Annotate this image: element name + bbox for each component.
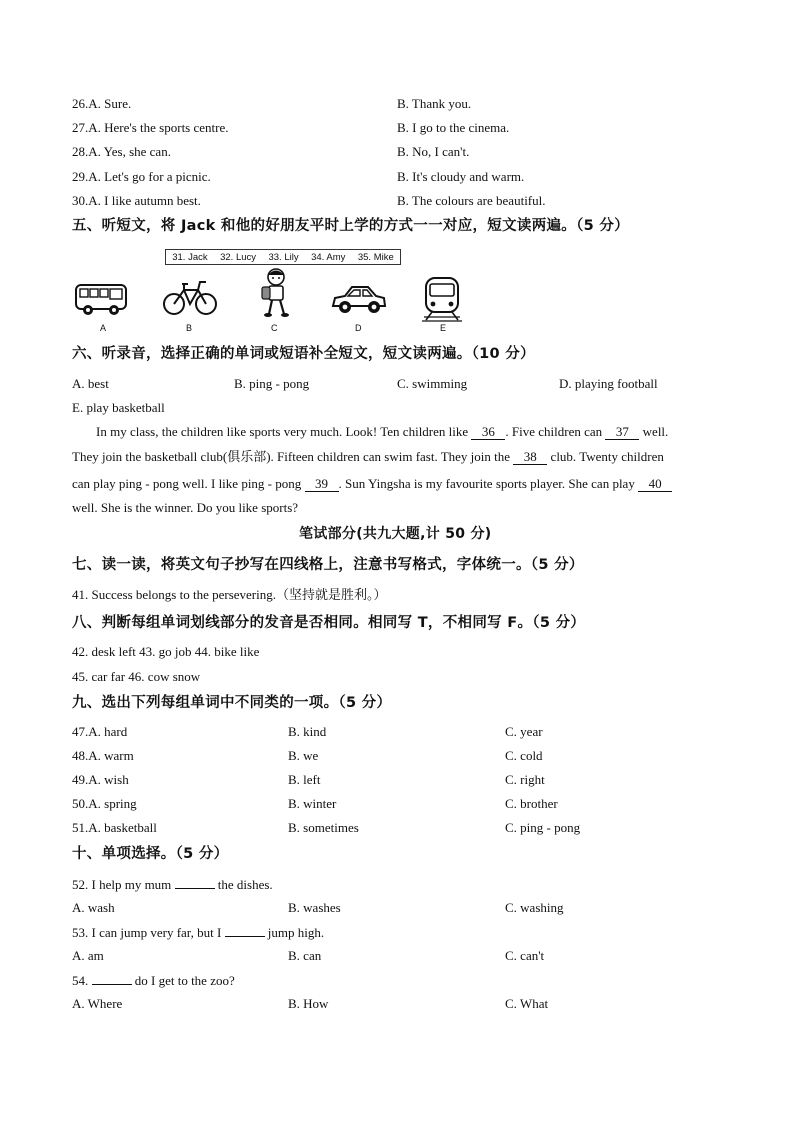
q45-46-words: 45. car far 46. cow snow: [72, 669, 201, 684]
option-b: B. ping - pong: [234, 376, 310, 391]
q26-option-a: 26.A. Sure.: [72, 96, 132, 111]
q53-stem: 53. I can jump very far, but I jump high.: [72, 925, 325, 940]
q48-c: C. cold: [505, 748, 543, 763]
car-icon: [330, 282, 388, 318]
q49-c: C. right: [505, 772, 545, 787]
q48-b: B. we: [288, 748, 319, 763]
bus-icon: [74, 282, 130, 318]
q47-a: 47.A. hard: [72, 724, 128, 739]
q52-c: C. washing: [505, 900, 564, 915]
section8-heading: 八、判断每组单词划线部分的发音是否相同。相同写 T，不相同写 F。（5 分）: [72, 615, 586, 631]
q28-option-a: 28.A. Yes, she can.: [72, 144, 171, 159]
q52-stem: 52. I help my mum the dishes.: [72, 877, 273, 892]
q48-a: 48.A. warm: [72, 748, 134, 763]
blank-37[interactable]: 37: [605, 425, 639, 440]
q52-a: A. wash: [72, 900, 115, 915]
option-d: D. playing football: [559, 376, 658, 391]
passage-line: In my class, the children like sports very much. Look! Ten children like 36 . Five children can 37 well.: [96, 424, 669, 439]
name-box: [165, 249, 401, 265]
q26-option-b: B. Thank you.: [397, 96, 472, 111]
q51-a: 51.A. basketball: [72, 820, 157, 835]
q47-b: B. kind: [288, 724, 327, 739]
q42-44-words: 42. desk left 43. go job 44. bike like: [72, 644, 260, 659]
q47-c: C. year: [505, 724, 543, 739]
q28-option-b: B. No, I can't.: [397, 144, 470, 159]
q27-option-a: 27.A. Here's the sports centre.: [72, 120, 229, 135]
q54-c: C. What: [505, 996, 549, 1011]
section10-heading: 十、单项选择。（5 分）: [72, 846, 229, 862]
q29-option-b: B. It's cloudy and warm.: [397, 169, 525, 184]
q41-sentence: 41. Success belongs to the persevering.（坚持就是胜利。）: [72, 587, 387, 602]
q49-a: 49.A. wish: [72, 772, 129, 787]
q54-stem: 54. do I get to the zoo?: [72, 973, 235, 988]
option-e: E. play basketball: [72, 400, 165, 415]
option-c: C. swimming: [397, 376, 468, 391]
q52-b: B. washes: [288, 900, 341, 915]
picture-label: D: [355, 323, 362, 333]
written-part-title: 笔试部分(共九大题,计 50 分): [299, 526, 492, 542]
q30-option-a: 30.A. I like autumn best.: [72, 193, 201, 208]
section9-heading: 九、选出下列每组单词中不同类的一项。（5 分）: [72, 695, 392, 711]
passage-line: can play ping - pong well. I like ping - pong 39 . Sun Yingsha is my favourite sports player. She can play 40: [72, 476, 672, 492]
q50-c: C. brother: [505, 796, 558, 811]
answer-blank[interactable]: [225, 924, 265, 937]
train-icon: [420, 276, 464, 322]
q51-c: C. ping - pong: [505, 820, 581, 835]
bicycle-icon: [162, 278, 218, 318]
name-label: 34. Amy: [311, 251, 346, 263]
section6-heading: 六、听录音，选择正确的单词或短语补全短文，短文读两遍。（10 分）: [72, 346, 535, 362]
q50-b: B. winter: [288, 796, 337, 811]
answer-blank[interactable]: [92, 972, 132, 985]
picture-label: C: [271, 323, 278, 333]
q54-b: B. How: [288, 996, 329, 1011]
picture-label: A: [100, 323, 107, 333]
blank-39[interactable]: 39: [305, 477, 339, 492]
q27-option-b: B. I go to the cinema.: [397, 120, 510, 135]
picture-label: B: [186, 323, 193, 333]
option-a: A. best: [72, 376, 109, 391]
q53-b: B. can: [288, 948, 322, 963]
q53-a: A. am: [72, 948, 104, 963]
name-label: 31. Jack: [172, 251, 208, 263]
name-label: 32. Lucy: [220, 251, 257, 263]
answer-blank[interactable]: [175, 876, 215, 889]
blank-38[interactable]: 38: [513, 450, 547, 465]
name-label: 35. Mike: [357, 251, 394, 263]
section7-heading: 七、读一读，将英文句子抄写在四线格上，注意书写格式，字体统一。（5 分）: [72, 557, 584, 573]
section5-heading: 五、听短文，将 Jack 和他的好朋友平时上学的方式一一对应，短文读两遍。（5 分）: [72, 218, 629, 234]
picture-label: E: [440, 323, 447, 333]
walking-boy-icon: [258, 268, 294, 320]
passage-line: well. She is the winner. Do you like sports?: [72, 500, 299, 515]
name-label: 33. Lily: [268, 251, 299, 263]
q30-option-b: B. The colours are beautiful.: [397, 193, 546, 208]
q29-option-a: 29.A. Let's go for a picnic.: [72, 169, 211, 184]
q50-a: 50.A. spring: [72, 796, 137, 811]
q53-c: C. can't: [505, 948, 545, 963]
q51-b: B. sometimes: [288, 820, 359, 835]
q49-b: B. left: [288, 772, 321, 787]
passage-line: They join the basketball club(俱乐部). Fifteen children can swim fast. They join the 38 club. Twenty children: [72, 449, 664, 464]
blank-40[interactable]: 40: [638, 477, 672, 492]
q54-a: A. Where: [72, 996, 123, 1011]
blank-36[interactable]: 36: [471, 425, 505, 440]
